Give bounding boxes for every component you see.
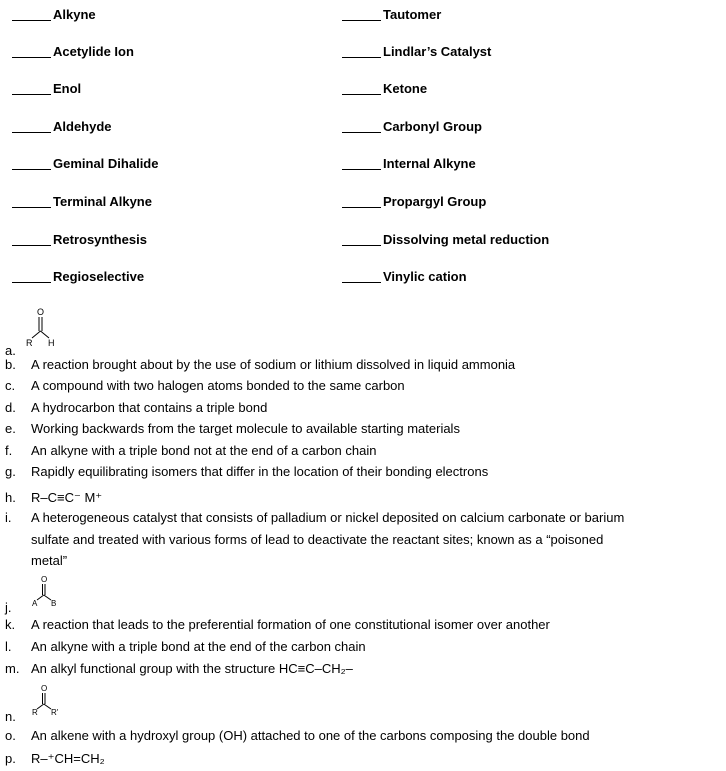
definition-letter: f. [5, 443, 13, 458]
answer-blank[interactable] [342, 20, 381, 21]
b-group-label: B [51, 599, 57, 608]
answer-blank[interactable] [12, 245, 51, 246]
definition-letter: d. [5, 400, 16, 415]
r-group-label: R [32, 708, 38, 717]
definition-text: Working backwards from the target molecule to available starting materials [31, 421, 460, 436]
term-row [0, 43, 726, 63]
term-label: Alkyne [53, 7, 96, 22]
term-label: Regioselective [53, 269, 145, 284]
definition-text: A compound with two halogen atoms bonded to the same carbon [31, 378, 405, 393]
term-row [0, 118, 726, 138]
term-label: Internal Alkyne [383, 156, 476, 171]
term-row [0, 80, 726, 100]
definition-letter: j. [5, 600, 12, 615]
definition-text: A reaction brought about by the use of sodium or lithium dissolved in liquid ammonia [31, 357, 516, 372]
definition-text: An alkyne with a triple bond at the end of the carbon chain [31, 639, 366, 654]
r-group-label: R [26, 338, 33, 348]
definition-text: R–C≡C⁻ M⁺ [31, 490, 103, 505]
term-label: Propargyl Group [383, 194, 487, 209]
r-prime-group-label: R' [51, 708, 59, 717]
answer-blank[interactable] [342, 207, 381, 208]
definition-letter: p. [5, 751, 16, 766]
term-label: Carbonyl Group [383, 119, 482, 134]
term-row [0, 155, 726, 175]
answer-blank[interactable] [342, 282, 381, 283]
answer-blank[interactable] [12, 57, 51, 58]
oxygen-label: O [41, 575, 48, 584]
answer-blank[interactable] [342, 57, 381, 58]
definition-text: A heterogeneous catalyst that consists of palladium or nickel deposited on calcium carbonate or barium sulfate and treated with various forms of lead to deactivate the reactant sites; known as a “poisoned metal” [31, 510, 625, 568]
aldehyde-structure [22, 302, 72, 352]
definition-letter: n. [5, 709, 16, 724]
definition-letter: h. [5, 490, 16, 505]
term-label: Vinylic cation [383, 269, 467, 284]
answer-blank[interactable] [12, 20, 51, 21]
oxygen-label: O [37, 307, 45, 317]
a-group-label: A [32, 599, 38, 608]
definition-text: R–⁺CH=CH₂ [31, 751, 105, 766]
answer-blank[interactable] [12, 94, 51, 95]
definition-text: An alkyne with a triple bond not at the end of a carbon chain [31, 443, 377, 458]
answer-blank[interactable] [12, 132, 51, 133]
answer-blank[interactable] [12, 169, 51, 170]
definition-letter: o. [5, 728, 16, 743]
term-label: Tautomer [383, 7, 442, 22]
term-label: Lindlar’s Catalyst [383, 44, 492, 59]
oxygen-label: O [41, 684, 48, 693]
term-label: Dissolving metal reduction [383, 232, 550, 247]
term-label: Geminal Dihalide [53, 156, 159, 171]
term-row [0, 268, 726, 288]
definition-letter: i. [5, 510, 12, 525]
ketone-rr-structure [30, 682, 70, 722]
definition-text: An alkene with a hydroxyl group (OH) attached to one of the carbons composing the double bond [31, 728, 590, 743]
term-row [0, 231, 726, 251]
definition-text: Rapidly equilibrating isomers that differ in the location of their bonding electrons [31, 464, 489, 479]
term-row [0, 193, 726, 213]
ketone-ab-structure [30, 573, 70, 613]
definition-letter: k. [5, 617, 16, 632]
answer-blank[interactable] [342, 245, 381, 246]
definition-letter: a. [5, 343, 16, 358]
term-label: Terminal Alkyne [53, 194, 152, 209]
definition-letter: g. [5, 464, 16, 479]
answer-blank[interactable] [12, 282, 51, 283]
hydrogen-label: H [48, 338, 55, 348]
definition-letter: c. [5, 378, 16, 393]
definition-text: An alkyl functional group with the structure HC≡C–CH₂– [31, 661, 353, 676]
answer-blank[interactable] [342, 94, 381, 95]
answer-blank[interactable] [342, 169, 381, 170]
definition-text: A reaction that leads to the preferential formation of one constitutional isomer over another [31, 617, 550, 632]
answer-blank[interactable] [342, 132, 381, 133]
term-label: Ketone [383, 81, 428, 96]
definition-text: A hydrocarbon that contains a triple bond [31, 400, 268, 415]
term-row [0, 6, 726, 26]
definition-letter: e. [5, 421, 16, 436]
definition-letter: b. [5, 357, 16, 372]
term-label: Enol [53, 81, 82, 96]
term-label: Aldehyde [53, 119, 112, 134]
definition-letter: m. [5, 661, 20, 676]
term-label: Acetylide Ion [53, 44, 134, 59]
answer-blank[interactable] [12, 207, 51, 208]
term-label: Retrosynthesis [53, 232, 147, 247]
definition-letter: l. [5, 639, 12, 654]
